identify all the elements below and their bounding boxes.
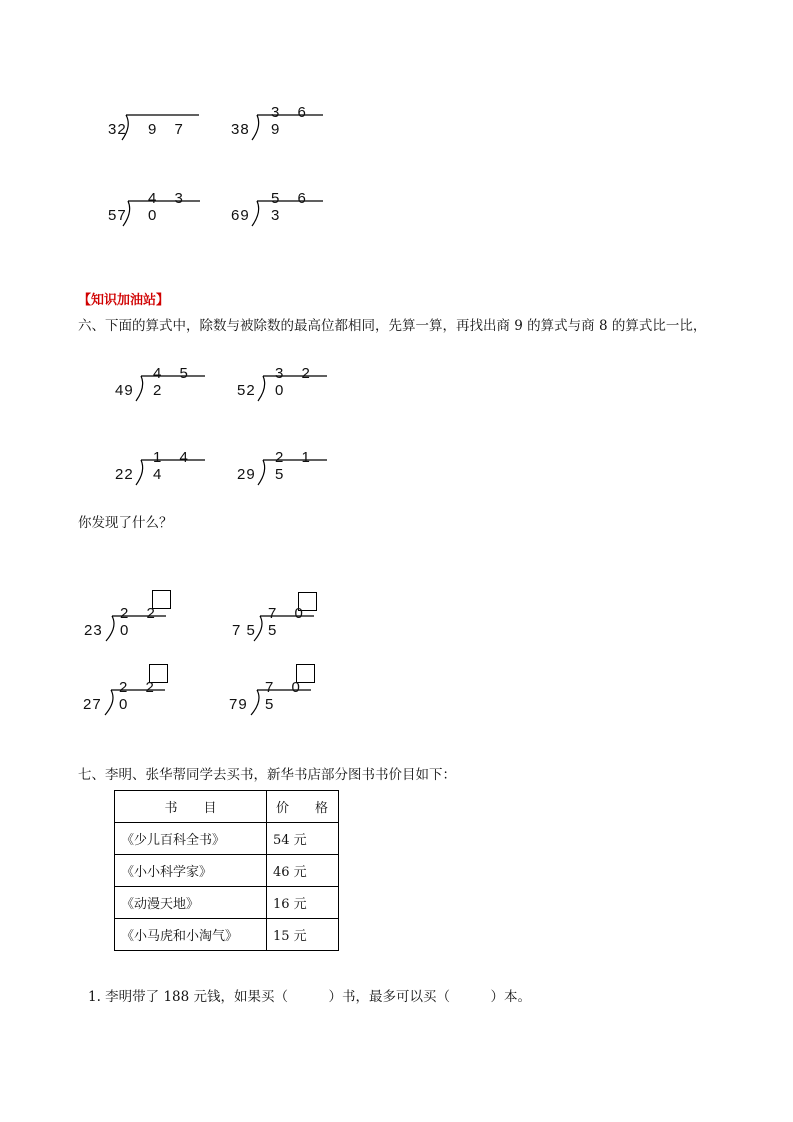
- dividend: 3 6 9: [271, 104, 313, 138]
- table-row: [115, 855, 339, 887]
- table-row: [115, 919, 339, 951]
- divisor: 79: [229, 696, 248, 713]
- price-table: [114, 790, 339, 951]
- table-header-row: [115, 791, 339, 823]
- division-problem: [84, 605, 174, 641]
- table-row: [115, 887, 339, 919]
- book-price: 16 元: [267, 887, 339, 919]
- question-1: 1. 李明带了 188 元钱，如果买（ ）书，最多可以买（ ）本。: [88, 989, 532, 1005]
- book-price: 54 元: [267, 823, 339, 855]
- dividend: 2 1 5: [275, 449, 317, 483]
- dividend: 1 4 4: [153, 449, 195, 483]
- book-title: 《少儿百科全书》: [115, 823, 267, 855]
- column-header-title: 书 目: [115, 791, 267, 823]
- section-7-title: 七、李明、张华帮同学去买书，新华书店部分图书书价目如下：: [78, 767, 456, 783]
- division-problem: [108, 190, 203, 226]
- dividend: 2 2 0: [120, 605, 162, 639]
- division-problem: [237, 449, 332, 485]
- division-problem: [83, 679, 173, 715]
- division-problem: [108, 110, 203, 140]
- divisor: 22: [115, 466, 134, 483]
- dividend: 9 7: [148, 121, 190, 138]
- book-title: 《小马虎和小淘气》: [115, 919, 267, 951]
- dividend: 2 2 0: [119, 679, 161, 713]
- division-problem: [231, 190, 326, 226]
- column-header-price: 价 格: [267, 791, 339, 823]
- divisor: 7 5: [232, 622, 256, 639]
- table-row: [115, 823, 339, 855]
- division-problem: [115, 449, 210, 485]
- division-problem: [115, 365, 210, 401]
- section-6-title: 六、下面的算式中，除数与被除数的最高位都相同，先算一算，再找出商 9 的算式与商 8 的算式比一比，: [78, 318, 707, 334]
- division-problem: [229, 679, 319, 715]
- dividend: 7 0 5: [268, 605, 310, 639]
- dividend: 3 2 0: [275, 365, 317, 399]
- divisor: 57: [108, 207, 127, 224]
- division-problem: [237, 365, 332, 401]
- book-price: 46 元: [267, 855, 339, 887]
- dividend: 4 3 0: [148, 190, 190, 224]
- divisor: 69: [231, 207, 250, 224]
- dividend: 7 0 5: [265, 679, 307, 713]
- book-price: 15 元: [267, 919, 339, 951]
- section-6-question: 你发现了什么？: [78, 515, 173, 531]
- dividend: 4 5 2: [153, 365, 195, 399]
- divisor: 29: [237, 466, 256, 483]
- book-title: 《小小科学家》: [115, 855, 267, 887]
- divisor: 27: [83, 696, 102, 713]
- divisor: 32: [108, 121, 127, 138]
- divisor: 52: [237, 382, 256, 399]
- divisor: 49: [115, 382, 134, 399]
- book-title: 《动漫天地》: [115, 887, 267, 919]
- dividend: 5 6 3: [271, 190, 313, 224]
- divisor: 38: [231, 121, 250, 138]
- section-heading: 【知识加油站】: [78, 293, 170, 308]
- division-problem: [232, 605, 322, 641]
- division-problem: [231, 104, 326, 140]
- divisor: 23: [84, 622, 103, 639]
